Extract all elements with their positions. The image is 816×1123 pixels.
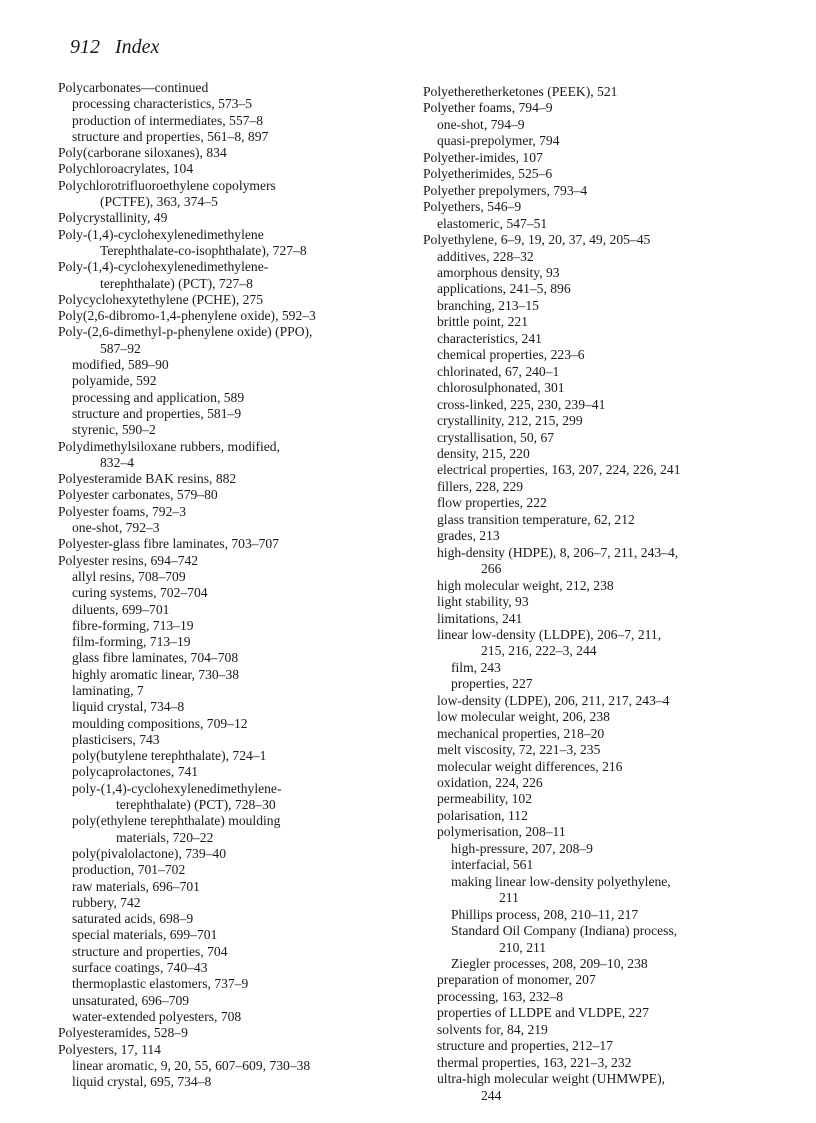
index-entry — [58, 862, 398, 878]
index-entry-text: Polyether-imides, 107 — [423, 149, 543, 165]
index-entry-text: rubbery, 742 — [72, 894, 141, 910]
index-entry — [423, 512, 793, 528]
index-entry — [423, 314, 793, 330]
index-entry-text: poly(pivalolactone), 739–40 — [72, 845, 227, 861]
index-entry-text: brittle point, 221 — [437, 314, 528, 330]
index-entry-text: oxidation, 224, 226 — [437, 775, 543, 791]
index-entry-text: Polyester carbonates, 579–80 — [58, 487, 218, 503]
index-entry — [423, 183, 793, 199]
index-entry — [58, 634, 398, 650]
index-entry — [58, 699, 398, 715]
index-entry-text: linear aromatic, 9, 20, 55, 607–609, 730–38 — [72, 1057, 311, 1073]
index-entry — [423, 199, 793, 215]
index-entry-text: chlorosulphonated, 301 — [437, 380, 565, 396]
index-entry — [423, 775, 793, 791]
index-entry — [423, 479, 793, 495]
index-entry-text: amorphous density, 93 — [437, 264, 560, 280]
index-entry-text: structure and properties, 212–17 — [437, 1038, 613, 1054]
index-entry — [423, 117, 793, 133]
index-entry — [423, 907, 793, 923]
index-entry — [423, 660, 793, 676]
index-entry — [423, 265, 793, 281]
index-entry — [58, 536, 398, 552]
index-entry-text: quasi-prepolymer, 794 — [437, 133, 560, 149]
index-entry-text: Polychlorotrifluoroethylene copolymers — [58, 177, 276, 193]
index-entry — [423, 1005, 793, 1021]
index-entry — [423, 808, 793, 824]
index-entry — [58, 308, 398, 324]
index-entry — [58, 145, 398, 161]
index-entry-continuation: terephthalate) (PCT), 727–8 — [100, 275, 253, 291]
index-entry-text: diluents, 699–701 — [72, 601, 170, 617]
index-entry — [58, 259, 398, 292]
index-entry-text: one-shot, 792–3 — [72, 520, 160, 536]
index-entry — [423, 594, 793, 610]
index-entry-text: Poly(carborane siloxanes), 834 — [58, 145, 227, 161]
index-entry — [423, 331, 793, 347]
index-entry — [58, 879, 398, 895]
page-number: 912 — [70, 36, 100, 58]
index-entry — [423, 528, 793, 544]
index-entry-text: light stability, 93 — [437, 594, 529, 610]
index-entry-text: polyamide, 592 — [72, 373, 157, 389]
index-entry — [423, 545, 793, 578]
index-entry-text: ultra-high molecular weight (UHMWPE), — [437, 1071, 666, 1087]
index-entry-text: poly(butylene terephthalate), 724–1 — [72, 748, 267, 764]
index-entry-text: Polycarbonates—continued — [58, 80, 209, 95]
index-entry-text: curing systems, 702–704 — [72, 585, 208, 601]
index-entry-text: allyl resins, 708–709 — [72, 568, 186, 584]
index-entry — [423, 413, 793, 429]
index-entry-text: properties of LLDPE and VLDPE, 227 — [437, 1005, 649, 1021]
index-entry-text: one-shot, 794–9 — [437, 116, 525, 132]
index-entry — [58, 683, 398, 699]
index-entry — [423, 166, 793, 182]
index-entry — [58, 764, 398, 780]
index-entry — [58, 960, 398, 976]
index-entry — [423, 150, 793, 166]
index-entry — [58, 210, 398, 226]
index-entry — [423, 397, 793, 413]
index-entry-text: Polyesteramide BAK resins, 882 — [58, 471, 237, 487]
index-entry-text: chlorinated, 67, 240–1 — [437, 363, 560, 379]
index-entry — [423, 495, 793, 511]
index-entry-text: Polyesters, 17, 114 — [58, 1041, 161, 1057]
index-entry — [423, 841, 793, 857]
index-entry — [58, 178, 398, 211]
index-column-left — [58, 80, 398, 1090]
index-entry-text: cross-linked, 225, 230, 239–41 — [437, 396, 606, 412]
index-entry-text: surface coatings, 740–43 — [72, 960, 208, 976]
index-entry-continuation: (PCTFE), 363, 374–5 — [100, 194, 218, 210]
index-entry-text: processing and application, 589 — [72, 389, 245, 405]
index-entry-text: raw materials, 696–701 — [72, 878, 200, 894]
index-entry — [423, 874, 793, 907]
index-entry — [58, 1074, 398, 1090]
index-entry — [58, 357, 398, 373]
index-entry-text: molecular weight differences, 216 — [437, 758, 623, 774]
index-entry-text: processing, 163, 232–8 — [437, 988, 564, 1004]
index-entry — [58, 976, 398, 992]
index-entry — [58, 732, 398, 748]
index-entry-text: branching, 213–15 — [437, 297, 539, 313]
index-entry-text: laminating, 7 — [72, 682, 144, 698]
index-entry-text: Polyethylene, 6–9, 19, 20, 37, 49, 205–45 — [423, 232, 651, 248]
index-entry — [423, 380, 793, 396]
index-entry-text: Poly-(2,6-dimethyl-p-phenylene oxide) (PPO), — [58, 324, 313, 340]
index-entry-text: production of intermediates, 557–8 — [72, 112, 264, 128]
index-entry-text: grades, 213 — [437, 528, 500, 544]
index-entry-text: crystallisation, 50, 67 — [437, 429, 555, 445]
index-entry — [423, 726, 793, 742]
index-entry — [58, 602, 398, 618]
index-entry — [58, 161, 398, 177]
index-entry — [423, 742, 793, 758]
index-entry — [423, 676, 793, 692]
index-entry — [423, 281, 793, 297]
index-entry — [423, 216, 793, 232]
index-entry — [58, 113, 398, 129]
index-entry-text: crystallinity, 212, 215, 299 — [437, 413, 583, 429]
index-entry — [58, 781, 398, 814]
index-entry — [423, 100, 793, 116]
index-entry — [58, 993, 398, 1009]
index-entry-text: Ziegler processes, 208, 209–10, 238 — [451, 956, 648, 972]
index-entry — [58, 487, 398, 503]
index-entry — [423, 430, 793, 446]
index-entry — [58, 944, 398, 960]
index-entry-text: chemical properties, 223–6 — [437, 347, 585, 363]
index-entry — [58, 1042, 398, 1058]
index-entry-continuation: 266 — [481, 561, 502, 577]
index-entry-continuation: Terephthalate-co-isophthalate), 727–8 — [100, 242, 307, 258]
index-entry — [58, 716, 398, 732]
index-entry-text: characteristics, 241 — [437, 330, 542, 346]
index-entry-text: saturated acids, 698–9 — [72, 911, 194, 927]
index-entry-continuation: materials, 720–22 — [116, 829, 214, 845]
index-entry-text: interfacial, 561 — [451, 857, 534, 873]
index-entry-text: Polyester-glass fibre laminates, 703–707 — [58, 536, 279, 552]
index-entry — [58, 439, 398, 472]
index-entry — [423, 759, 793, 775]
index-entry — [423, 298, 793, 314]
index-entry — [58, 373, 398, 389]
index-entry-text: additives, 228–32 — [437, 248, 534, 264]
index-entry-text: solvents for, 84, 219 — [437, 1021, 548, 1037]
index-entry-text: production, 701–702 — [72, 862, 186, 878]
index-entry — [423, 578, 793, 594]
index-entry-text: highly aromatic linear, 730–38 — [72, 666, 240, 682]
index-entry-text: density, 215, 220 — [437, 445, 530, 461]
page-title: Index — [115, 36, 160, 58]
index-entry — [58, 813, 398, 846]
index-entry-text: Polydimethylsiloxane rubbers, modified, — [58, 438, 281, 454]
index-entry — [58, 324, 398, 357]
index-entry-text: Polycrystallinity, 49 — [58, 210, 168, 226]
index-entry-text: Polyester resins, 694–742 — [58, 552, 199, 568]
index-entry — [58, 1025, 398, 1041]
index-entry — [423, 1055, 793, 1071]
index-entry-text: liquid crystal, 695, 734–8 — [72, 1074, 212, 1090]
index-entry-text: Polyester foams, 792–3 — [58, 503, 186, 519]
index-entry — [58, 585, 398, 601]
index-entry-text: Polyetherimides, 525–6 — [423, 166, 553, 182]
index-entry-text: poly-(1,4)-cyclohexylenedimethylene- — [72, 780, 282, 796]
index-entry-text: modified, 589–90 — [72, 357, 169, 373]
index-entry-text: structure and properties, 704 — [72, 943, 228, 959]
index-entry — [423, 84, 793, 100]
index-entry-text: plasticisers, 743 — [72, 731, 160, 747]
index-entry — [423, 232, 793, 248]
index-entry — [423, 446, 793, 462]
index-entry — [423, 462, 793, 478]
index-entry — [423, 824, 793, 840]
index-entry-text: high-density (HDPE), 8, 206–7, 211, 243–4, — [437, 544, 679, 560]
index-entry-text: Phillips process, 208, 210–11, 217 — [451, 906, 639, 922]
index-entry-text: unsaturated, 696–709 — [72, 992, 190, 1008]
index-entry — [423, 857, 793, 873]
index-entry — [58, 650, 398, 666]
index-entry-text: film-forming, 713–19 — [72, 634, 191, 650]
index-entry-text: Polyether foams, 794–9 — [423, 100, 553, 116]
index-entry-text: mechanical properties, 218–20 — [437, 725, 605, 741]
index-entry-text: low molecular weight, 206, 238 — [437, 709, 610, 725]
index-entry-text: polycaprolactones, 741 — [72, 764, 199, 780]
index-entry-text: elastomeric, 547–51 — [437, 215, 548, 231]
index-entry — [58, 406, 398, 422]
index-entry-text: preparation of monomer, 207 — [437, 972, 596, 988]
index-entry-text: flow properties, 222 — [437, 495, 547, 511]
index-entry — [423, 249, 793, 265]
index-entry-text: fibre-forming, 713–19 — [72, 617, 194, 633]
index-entry — [423, 791, 793, 807]
index-entry-text: Polyetheretherketones (PEEK), 521 — [423, 84, 618, 99]
index-entry-text: low-density (LDPE), 206, 211, 217, 243–4 — [437, 692, 670, 708]
index-entry — [58, 667, 398, 683]
index-entry-text: polarisation, 112 — [437, 807, 528, 823]
index-entry — [58, 1009, 398, 1025]
index-entry-text: thermal properties, 163, 221–3, 232 — [437, 1054, 632, 1070]
index-entry-text: melt viscosity, 72, 221–3, 235 — [437, 742, 601, 758]
index-entry — [58, 927, 398, 943]
index-entry — [58, 227, 398, 260]
index-entry-text: glass transition temperature, 62, 212 — [437, 511, 635, 527]
index-entry-continuation: 215, 216, 222–3, 244 — [481, 643, 597, 659]
index-entry — [423, 1071, 793, 1104]
index-entry — [58, 504, 398, 520]
index-entry-continuation: 210, 211 — [499, 939, 547, 955]
index-entry-text: polymerisation, 208–11 — [437, 824, 566, 840]
index-entry — [423, 364, 793, 380]
index-entry — [423, 923, 793, 956]
index-entry — [58, 553, 398, 569]
index-entry — [58, 748, 398, 764]
index-entry-text: structure and properties, 581–9 — [72, 405, 242, 421]
index-entry-continuation: 244 — [481, 1087, 502, 1103]
index-entry — [58, 895, 398, 911]
index-entry — [58, 292, 398, 308]
index-entry-text: applications, 241–5, 896 — [437, 281, 571, 297]
index-entry-text: special materials, 699–701 — [72, 927, 218, 943]
index-entry-text: poly(ethylene terephthalate) moulding — [72, 813, 281, 829]
index-entry — [58, 129, 398, 145]
index-entry-text: properties, 227 — [451, 676, 533, 692]
index-entry — [58, 569, 398, 585]
index-entry-continuation: terephthalate) (PCT), 728–30 — [116, 797, 276, 813]
index-entry-text: Polyether prepolymers, 793–4 — [423, 182, 588, 198]
index-entry-text: Polychloroacrylates, 104 — [58, 161, 194, 177]
index-entry-continuation: 832–4 — [100, 454, 134, 470]
index-entry-text: making linear low-density polyethylene, — [451, 873, 671, 889]
index-entry-continuation: 211 — [499, 890, 519, 906]
index-entry — [423, 693, 793, 709]
index-column-right — [423, 84, 793, 1104]
index-entry-text: fillers, 228, 229 — [437, 478, 524, 494]
index-entry-text: film, 243 — [451, 659, 501, 675]
index-entry-text: Poly(2,6-dibromo-1,4-phenylene oxide), 592–3 — [58, 308, 316, 324]
index-entry — [58, 520, 398, 536]
index-entry — [58, 846, 398, 862]
index-entry — [423, 611, 793, 627]
index-entry — [58, 80, 398, 96]
index-entry-text: limitations, 241 — [437, 610, 523, 626]
index-entry-text: thermoplastic elastomers, 737–9 — [72, 976, 249, 992]
index-entry — [58, 422, 398, 438]
index-entry — [58, 471, 398, 487]
index-entry — [423, 956, 793, 972]
index-entry — [423, 347, 793, 363]
index-entry-text: Polyesteramides, 528–9 — [58, 1025, 188, 1041]
index-entry — [423, 1038, 793, 1054]
index-entry-text: permeability, 102 — [437, 791, 533, 807]
index-entry-text: liquid crystal, 734–8 — [72, 699, 185, 715]
index-entry-text: Poly-(1,4)-cyclohexylenedimethylene- — [58, 259, 269, 275]
index-entry — [423, 972, 793, 988]
index-entry-text: Polyethers, 546–9 — [423, 199, 522, 215]
index-entry — [423, 627, 793, 660]
index-entry-text: processing characteristics, 573–5 — [72, 96, 253, 112]
index-entry-text: glass fibre laminates, 704–708 — [72, 650, 239, 666]
index-entry — [423, 709, 793, 725]
index-entry-text: high-pressure, 207, 208–9 — [451, 840, 593, 856]
index-entry-text: moulding compositions, 709–12 — [72, 715, 248, 731]
index-entry — [423, 133, 793, 149]
index-entry — [58, 911, 398, 927]
index-entry — [58, 390, 398, 406]
index-entry-text: linear low-density (LLDPE), 206–7, 211, — [437, 626, 662, 642]
index-entry — [58, 96, 398, 112]
index-entry — [58, 1058, 398, 1074]
index-entry-text: water-extended polyesters, 708 — [72, 1008, 242, 1024]
index-entry-text: styrenic, 590–2 — [72, 422, 156, 438]
index-entry — [423, 989, 793, 1005]
index-entry-text: structure and properties, 561–8, 897 — [72, 128, 269, 144]
index-entry — [423, 1022, 793, 1038]
index-entry-text: Standard Oil Company (Indiana) process, — [451, 923, 678, 939]
index-entry-text: high molecular weight, 212, 238 — [437, 577, 614, 593]
index-entry-continuation: 587–92 — [100, 340, 141, 356]
index-entry — [58, 618, 398, 634]
index-entry-text: Polycyclohexytethylene (PCHE), 275 — [58, 291, 264, 307]
index-entry-text: Poly-(1,4)-cyclohexylenedimethylene — [58, 226, 264, 242]
page-header — [70, 36, 159, 59]
index-entry-text: electrical properties, 163, 207, 224, 226, 241 — [437, 462, 681, 478]
